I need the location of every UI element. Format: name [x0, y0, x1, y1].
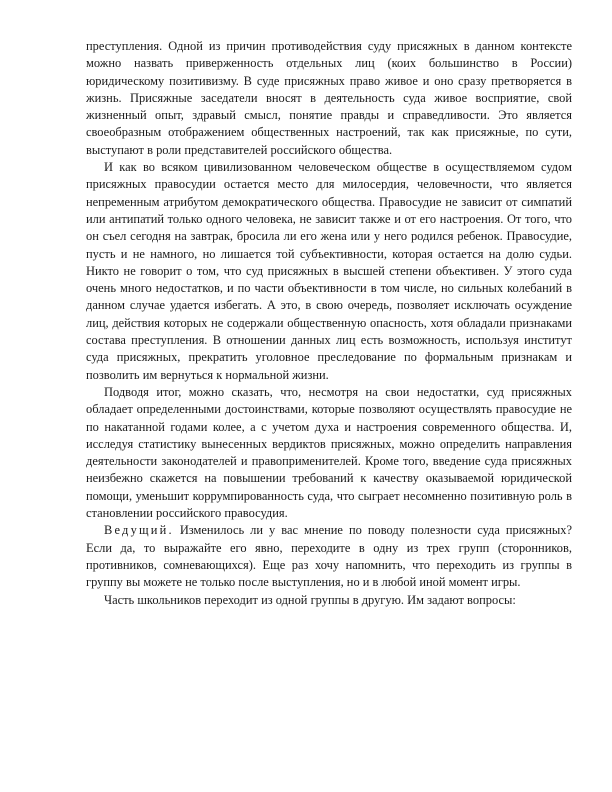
- paragraph-civilized-society: И как во всяком цивилизованном человеческом обществе в осуществляемом судом присяжных правосудии остается место для милосердия, человечности, что является непременным атрибутом демократического общества. Правосудие не зависит от симпатий или антипатий только одного человека, не зависит также и от его настроения. От того, что он съел сегодня на завтрак, бросила ли его жена или у него родился ребенок. Правосудие, пусть и не намного, но лишается той субъективности, которая остается на долю судьи. Никто не говорит о том, что суд присяжных в высшей степени объективен. У этого суда очень много недостатков, и по части объективности в том числе, но сильных колебаний в данном случае удается избегать. А это, в свою очередь, позволяет исключать осуждение лиц, действия которых не содержали общественную опасность, хотя обладали признаками состава преступления. В отношении данных лиц есть возможность, используя институт суда присяжных, прекратить уголовное преследование по формальным признакам и позволить им вернуться к нормальной жизни.: [86, 160, 572, 382]
- paragraph-students: Часть школьников переходит из одной группы в другую. Им задают вопросы:: [104, 592, 516, 607]
- paragraph-conclusion: Подводя итог, можно сказать, что, несмотря на свои недостатки, суд присяжных обладает определенными достоинствами, которые позволяют осуществлять правосудие не по накатанной годами колее, а с учетом духа и настроения современного общества. И, исследуя статистику вынесенных вердиктов присяжных, можно определить направления деятельности законодателей и правоприменителей. Кроме того, введение суда присяжных неизбежно скажется на повышении требований к качеству оказываемой юридической помощи, уменьшит коррумпированность суда, что сыграет несомненно позитивную роль в становлении российского правосудия.: [86, 384, 572, 521]
- speaker-label: Ведущий.: [104, 523, 174, 538]
- paragraph-host-remark: [86, 522, 572, 591]
- paragraph-continuation: преступления. Одной из причин противодействия суду присяжных в данном контексте можно назвать приверженность отдельных лиц (коих большинство в России) юридическому позитивизму. В суде присяжных право живое и оно сразу претворяется в жизнь. Присяжные заседатели вносят в деятельность суда живое восприятие, свой жизненный опыт, здравый смысл, понятие правды и справедливости. Это является своеобразным отображением общественных настроений, так как присяжные, по сути, выступают в роли представителей российского общества.: [86, 39, 572, 157]
- host-remark-text: Изменилось ли у вас мнение по поводу полезности суда присяжных? Если да, то выражайте его явно, переходите в одну из трех групп (сторонников, противников, сомневающихся). Еще раз хочу напомнить, что переходить из группы в группу вы можете не только после выступления, но и в любой иной момент игры.: [86, 523, 572, 590]
